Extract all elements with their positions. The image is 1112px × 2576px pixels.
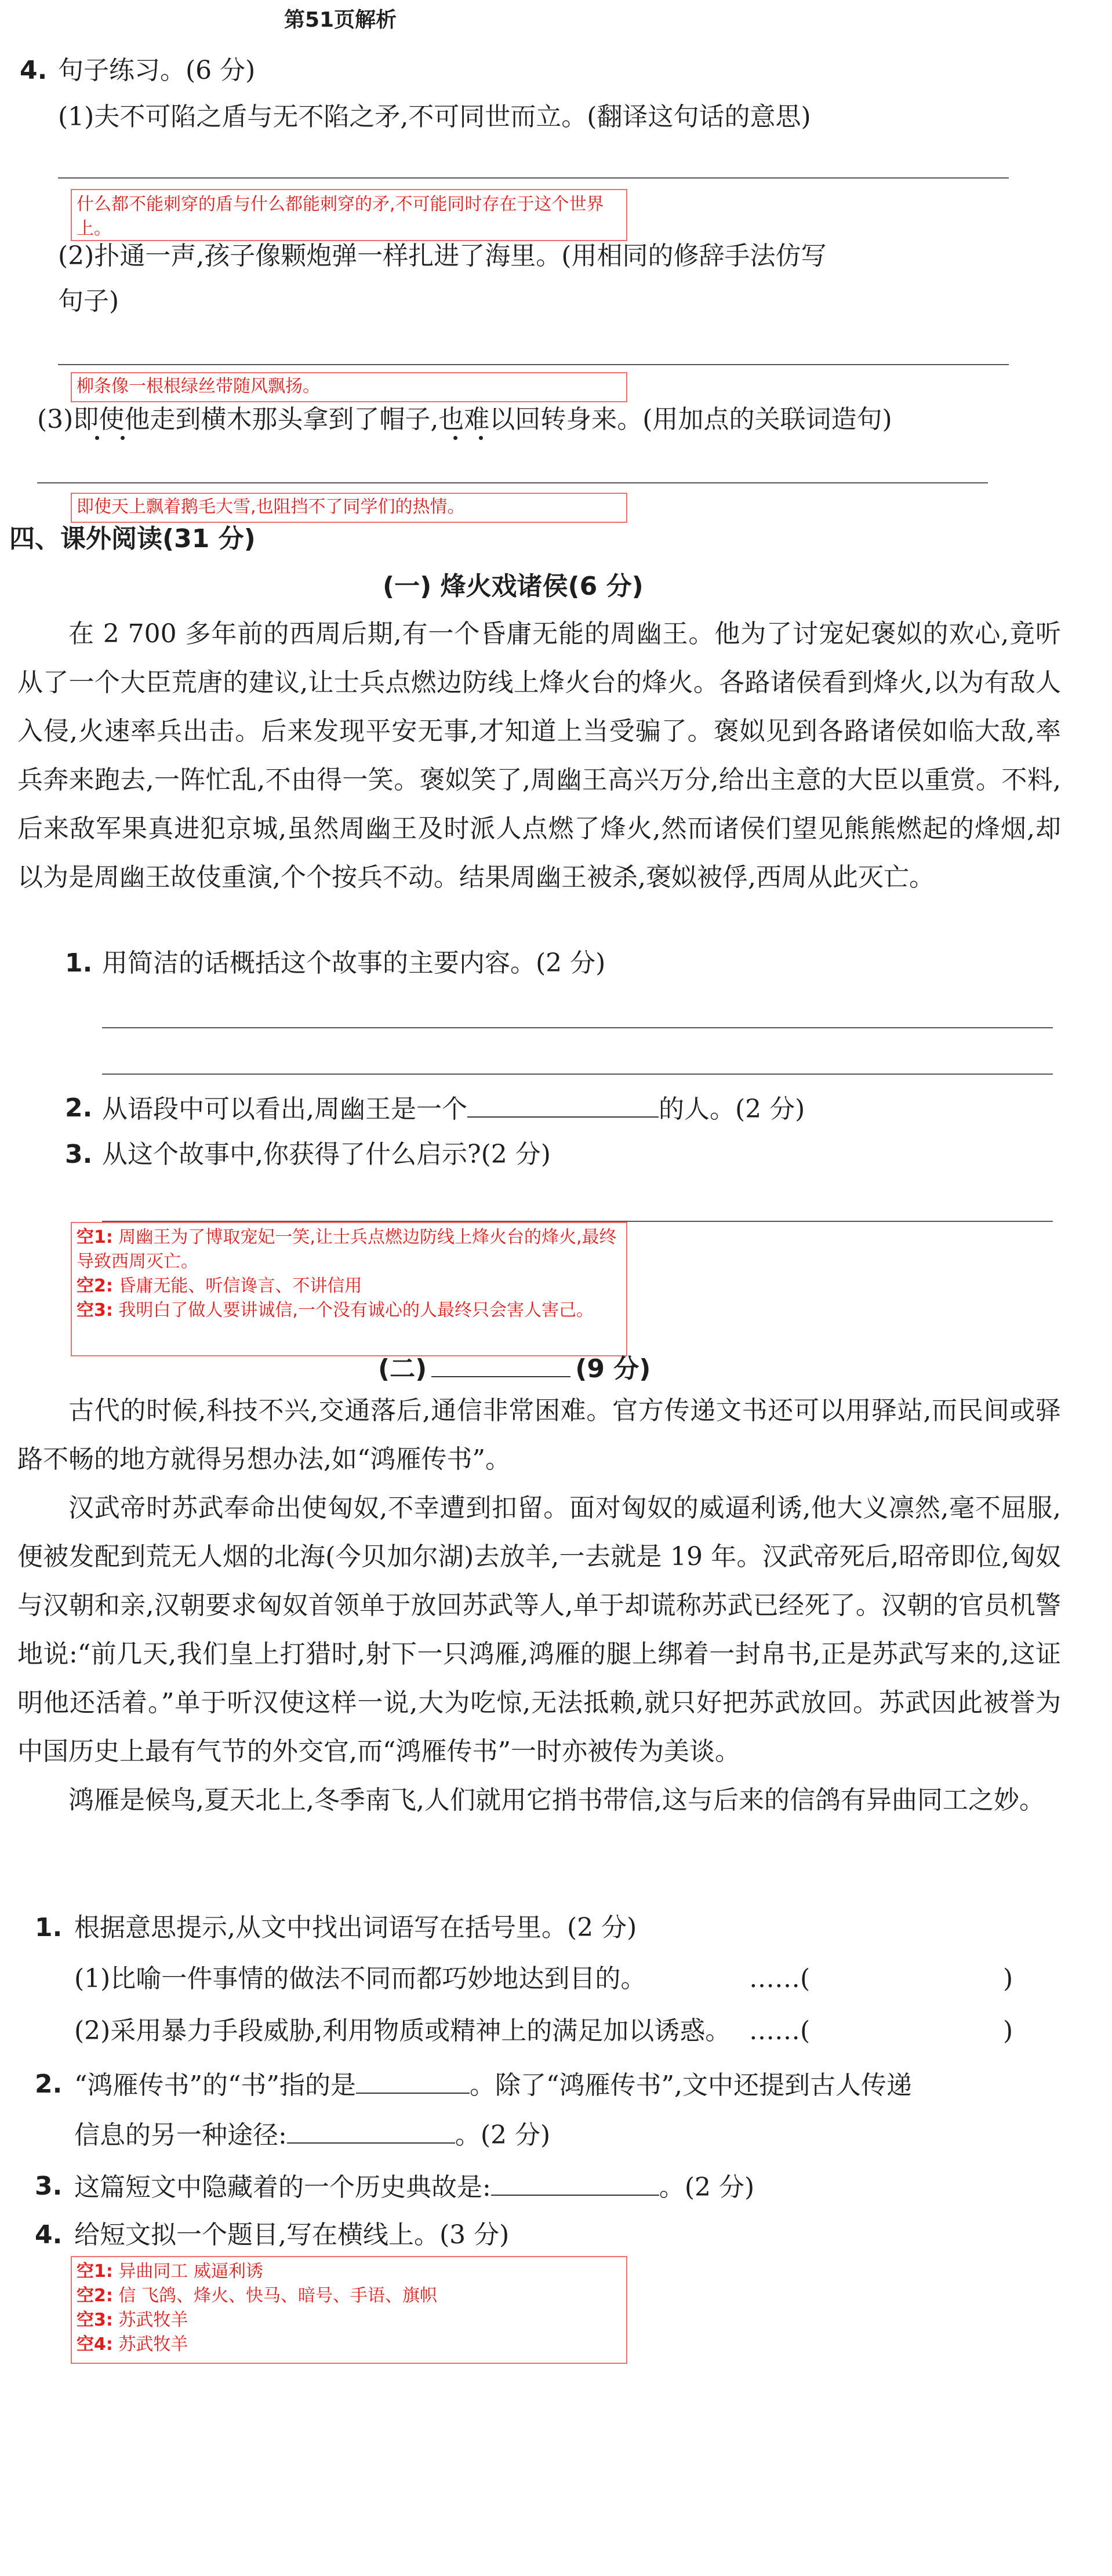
answer-key: 空4:	[77, 2334, 113, 2355]
answer-value: 苏武牧羊	[118, 2310, 188, 2330]
r2-q3-text	[74, 2169, 754, 2205]
answer-line	[37, 482, 988, 483]
r2-q3-number: 3.	[35, 2171, 63, 2201]
answer-key: 空2:	[77, 1276, 113, 1296]
emphasis-dot	[121, 436, 125, 440]
passage-paragraph: 古代的时候,科技不兴,交通落后,通信非常困难。官方传递文书还可以用驿站,而民间或驿路不畅的地方就得另想办法,如“鸿雁传书”。	[17, 1396, 1061, 1474]
answer-item	[77, 2260, 622, 2284]
r2-q2-b: 。除了“鸿雁传书”,文中还提到古人传递	[469, 2071, 912, 2100]
q4-number: 4.	[20, 56, 48, 85]
r1-q1-number: 1.	[65, 948, 93, 978]
reading1-title: (一) 烽火戏诸侯(6 分)	[383, 572, 644, 601]
answer-box-q4-2	[71, 372, 627, 402]
answer-value: 信 飞鸽、烽火、快马、暗号、手语、旗帜	[118, 2286, 437, 2306]
q4-sentence-2a: (2)扑通一声,孩子像颗炮弹一样扎进了海里。(用相同的修辞手法仿写	[58, 241, 827, 271]
fill-blank[interactable]	[467, 1091, 659, 1118]
r1-q2-after: 的人。(2 分)	[659, 1094, 805, 1124]
r2-q2-c: 信息的另一种途径:	[74, 2120, 287, 2150]
answer-line	[102, 1027, 1053, 1028]
emphasis-dot	[95, 436, 99, 440]
r1-q3-number: 3.	[65, 1140, 93, 1169]
r2-q2-line1	[74, 2067, 912, 2103]
answer-line	[102, 1074, 1053, 1075]
emphasis-dot	[479, 436, 483, 440]
answer-line	[58, 177, 1009, 179]
r2-q3-b: 。(2 分)	[659, 2173, 755, 2202]
answer-box-reading1	[71, 1222, 627, 1356]
r2-q1-number: 1.	[35, 1913, 63, 1942]
fill-blank[interactable]	[491, 2169, 659, 2196]
answer-value: 昏庸无能、听信谗言、不讲信用	[118, 1276, 362, 1296]
r2-q4-text: 给短文拟一个题目,写在横线上。(3 分)	[74, 2220, 510, 2250]
fill-blank[interactable]	[287, 2117, 455, 2144]
r1-q2-before: 从语段中可以看出,周幽王是一个	[102, 1094, 467, 1124]
passage-paragraph: 鸿雁是候鸟,夏天北上,冬季南飞,人们就用它捎书带信,这与后来的信鸽有异曲同工之妙。	[68, 1785, 1045, 1815]
answer-text: 柳条像一根根绿丝带随风飘扬。	[77, 376, 320, 396]
r2-q1b-text: (2)采用暴力手段威胁,利用物质或精神上的满足加以诱惑。	[74, 2016, 731, 2046]
q4-sentence-3: (3)即使他走到横木那头拿到了帽子,也难以回转身来。(用加点的关联词造句)	[37, 405, 892, 434]
emphasis-dot	[453, 436, 457, 440]
r2-q1b-dots: ……(	[749, 2016, 811, 2046]
answer-value: 周幽王为了博取宠妃一笑,让士兵点燃边防线上烽火台的烽火,最终导致西周灭亡。	[77, 1227, 617, 1272]
reading2-passage	[17, 1387, 1061, 1966]
r2-q1b-close: )	[1003, 2016, 1013, 2046]
r2-q1a-close: )	[1003, 1964, 1013, 1993]
r2-q1a-text: (1)比喻一件事情的做法不同而都巧妙地达到目的。	[74, 1964, 646, 1993]
fill-blank[interactable]	[356, 2067, 470, 2094]
answer-item	[77, 2284, 622, 2308]
answer-item	[77, 1225, 622, 1274]
answer-value: 苏武牧羊	[118, 2334, 188, 2355]
r2-q1a-dots: ……(	[749, 1964, 811, 1993]
reading2-title-right: (9 分)	[575, 1354, 651, 1384]
answer-box-q4-1	[71, 189, 627, 241]
answer-text: 什么都不能刺穿的盾与什么都能刺穿的矛,不可能同时存在于这个世界上。	[77, 194, 604, 239]
r1-q1-text: 用简洁的话概括这个故事的主要内容。(2 分)	[102, 948, 606, 978]
r1-q2-number: 2.	[65, 1093, 93, 1123]
r2-q1-text: 根据意思提示,从文中找出词语写在括号里。(2 分)	[74, 1913, 637, 1942]
answer-key: 空2:	[77, 2286, 113, 2306]
answer-value: 异曲同工 威逼利诱	[118, 2261, 263, 2282]
answer-box-q4-3	[71, 493, 627, 523]
answer-box-reading2	[71, 2256, 627, 2364]
answer-item	[77, 1298, 622, 1323]
answer-key: 空1:	[77, 2261, 113, 2282]
r1-q2-text	[102, 1091, 805, 1127]
r2-q2-number: 2.	[35, 2069, 63, 2099]
answer-key: 空3:	[77, 1300, 113, 1320]
r2-q2-a: “鸿雁传书”的“书”指的是	[74, 2071, 356, 2100]
answer-line	[58, 364, 1009, 365]
answer-value: 我明白了做人要讲诚信,一个没有诚心的人最终只会害人害己。	[118, 1300, 594, 1320]
r2-q2-d: 。(2 分)	[455, 2120, 551, 2150]
q4-sentence-2b: 句子)	[58, 286, 119, 316]
r2-q3-a: 这篇短文中隐藏着的一个历史典故是:	[74, 2173, 491, 2202]
answer-text: 即使天上飘着鹅毛大雪,也阻挡不了同学们的热情。	[77, 497, 465, 517]
passage-paragraph: 汉武帝时苏武奉命出使匈奴,不幸遭到扣留。面对匈奴的威逼利诱,他大义凛然,毫不屈服,便被发配到荒无人烟的北海(今贝加尔湖)去放羊,一去就是 19 年。汉武帝死后,昭帝即位,匈奴与汉朝和亲,汉朝要求匈奴首领单于放回苏武等人,单于却谎称苏武已经死了。汉朝的官员机警地说:“前几天,我们皇上打猎时,射下一只鸿雁,鸿雁的腿上绑着一封帛书,正是苏武写来的,这证明他还活着。”单于听汉使这样一说,大为吃惊,无法抵赖,就只好把苏武放回。苏武因此被誉为中国历史上最有气节的外交官,而“鸿雁传书”一时亦被传为美谈。	[17, 1493, 1061, 1766]
answer-item	[77, 2333, 622, 2357]
q4-sentence-1: (1)夫不可陷之盾与无不陷之矛,不可同世而立。(翻译这句话的意思)	[58, 102, 811, 132]
reading2-title-left: (二)	[378, 1354, 427, 1384]
section-title: 四、课外阅读(31 分)	[9, 524, 256, 554]
answer-item	[77, 2308, 622, 2333]
answer-item	[77, 1274, 622, 1298]
r2-q4-number: 4.	[35, 2220, 63, 2250]
reading2-title	[378, 1352, 651, 1387]
answer-key: 空1:	[77, 1227, 113, 1247]
q4-title: 句子练习。(6 分)	[58, 56, 256, 85]
page-header: 第51页解析	[284, 8, 397, 32]
title-blank[interactable]	[431, 1353, 570, 1377]
answer-key: 空3:	[77, 2310, 113, 2330]
reading1-passage	[17, 610, 1061, 934]
passage-paragraph: 在 2 700 多年前的西周后期,有一个昏庸无能的周幽王。他为了讨宠妃褒姒的欢心,竟听从了一个大臣荒唐的建议,让士兵点燃边防线上烽火台的烽火。各路诸侯看到烽火,以为有敌人入侵,火速率兵出击。后来发现平安无事,才知道上当受骗了。褒姒见到各路诸侯如临大敌,率兵奔来跑去,一阵忙乱,不由得一笑。褒姒笑了,周幽王高兴万分,给出主意的大臣以重赏。不料,后来敌军果真进犯京城,虽然周幽王及时派人点燃了烽火,然而诸侯们望见熊熊燃起的烽烟,却以为是周幽王故伎重演,个个按兵不动。结果周幽王被杀,褒姒被俘,西周从此灭亡。	[17, 619, 1061, 892]
r2-q2-line2	[74, 2117, 550, 2153]
r1-q3-text: 从这个故事中,你获得了什么启示?(2 分)	[102, 1140, 551, 1169]
